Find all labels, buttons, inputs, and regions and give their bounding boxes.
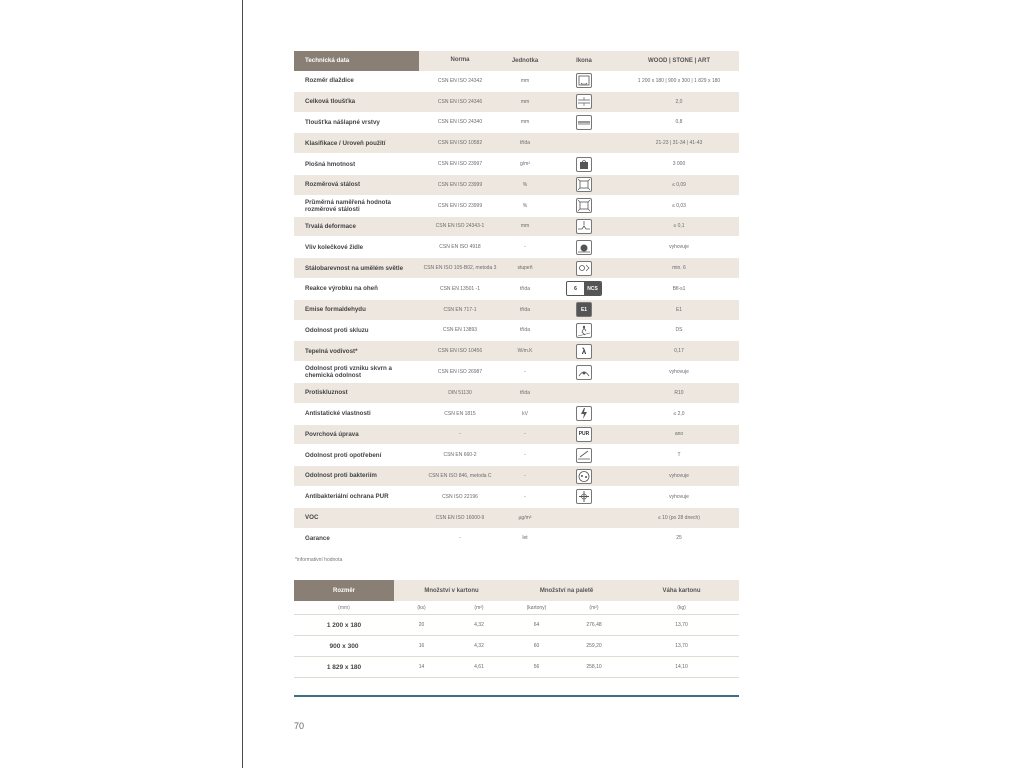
- header-qty-carton: Množství v kartonu: [424, 587, 479, 594]
- unit-cell: %: [522, 202, 528, 209]
- table-row: [294, 615, 739, 636]
- table-row: [294, 425, 739, 446]
- property-name: Tepelná vodivost*: [305, 347, 358, 355]
- property-name: Plošná hmotnost: [305, 160, 356, 168]
- header-technical-data: Technická data: [294, 51, 419, 71]
- unit-cell: třída: [519, 285, 530, 292]
- table-row: [294, 445, 739, 466]
- table-row: [294, 237, 739, 258]
- property-name: Reakce výrobku na oheň: [305, 285, 378, 293]
- header-size: Rozměr: [294, 580, 394, 601]
- weight-icon: [576, 157, 592, 172]
- unit-cell: mm: [520, 77, 530, 84]
- value-cell: ≤ 0,09: [672, 181, 686, 188]
- value-cell: 1 200 x 180 | 900 x 300 | 1 829 x 180: [637, 77, 721, 84]
- table-row: [294, 529, 739, 550]
- unit-cell: třída: [519, 306, 530, 313]
- unit-cell: -: [524, 473, 526, 480]
- value-cell: ≤ 0,1: [673, 223, 685, 230]
- norm-cell: ČSN EN ISO 16000-9: [435, 514, 485, 521]
- indentation-icon: [576, 219, 592, 234]
- header-norm: Norma: [450, 57, 470, 64]
- icon-cell: [549, 466, 619, 486]
- cartons-cell: 60: [533, 643, 540, 649]
- value-cell: DS: [675, 327, 683, 334]
- norm-cell: ČSN EN 13501 -1: [439, 285, 481, 292]
- unit-cell: µg/m³: [518, 514, 532, 521]
- icon-cell: [549, 529, 619, 549]
- icon-cell: [549, 362, 619, 382]
- value-cell: 25: [676, 535, 682, 542]
- page-margin-rule: [242, 0, 243, 768]
- value-cell: ≤ 2,0: [673, 410, 685, 417]
- carton-m2-cell: 4,32: [474, 643, 484, 649]
- dimensional-stability-icon: [576, 177, 592, 192]
- light-fastness-icon: [576, 261, 592, 276]
- icon-cell: [549, 404, 619, 424]
- norm-cell: -: [459, 535, 461, 542]
- table-row: [294, 657, 739, 678]
- norm-cell: ČSN EN 660-2: [443, 452, 477, 459]
- property-name: Odolnost proti skluzu: [305, 326, 369, 334]
- table-row: [294, 300, 739, 321]
- tile-size-icon: [576, 73, 592, 88]
- abrasion-icon: [576, 448, 592, 463]
- value-cell: ≤ 0,03: [672, 202, 686, 209]
- unit-cell: mm: [520, 98, 530, 105]
- thermal-conductivity-icon: λ: [576, 344, 592, 359]
- norm-cell: ČSN EN ISO 24340: [437, 119, 483, 126]
- norm-cell: ČSN EN ISO 24342: [437, 77, 483, 84]
- norm-cell: ČSN EN 13893: [442, 327, 478, 334]
- norm-cell: ČSN EN ISO 23997: [437, 161, 483, 168]
- weight-cell: 13,70: [675, 622, 688, 628]
- norm-cell: ČSN EN ISO 24346: [437, 98, 483, 105]
- norm-cell: ČSN EN 1815: [444, 410, 476, 417]
- table-row: [294, 341, 739, 362]
- unit-cell: W/m.K: [517, 348, 533, 355]
- property-name: Trvalá deformace: [305, 222, 356, 230]
- table-row: [294, 196, 739, 217]
- table-row: [294, 466, 739, 487]
- header-icon: Ikona: [576, 58, 592, 64]
- property-name: Stálobarevnost na umělém světle: [305, 264, 404, 272]
- table-row: [294, 636, 739, 657]
- icon-cell: [549, 487, 619, 507]
- value-cell: min. 6: [672, 265, 686, 272]
- property-name: Garance: [305, 534, 330, 542]
- property-name: Rozměr dlaždice: [305, 77, 354, 85]
- norm-cell: ČSN EN ISO 23999: [437, 202, 483, 209]
- unit-cartons: (kartony): [526, 604, 547, 611]
- table-row: [294, 508, 739, 529]
- unit-cell: -: [524, 369, 526, 376]
- pallet-m2-cell: 259,20: [586, 643, 602, 649]
- weight-cell: 14,10: [675, 664, 688, 670]
- page-number: 70: [294, 721, 305, 731]
- property-name: Tloušťka nášlapné vrstvy: [305, 118, 380, 126]
- unit-cell: třída: [519, 389, 530, 396]
- packaging-table: [294, 580, 739, 678]
- unit-m2: (m²): [474, 604, 484, 611]
- norm-cell: ČSN ISO 22196: [442, 493, 478, 500]
- icon-cell: [549, 175, 619, 195]
- norm-cell: ČSN EN ISO 10456: [437, 348, 483, 355]
- value-cell: T: [677, 452, 681, 459]
- icon-cell: [549, 133, 619, 153]
- unit-pallet-m2: (m²): [589, 604, 599, 611]
- icon-cell: [549, 113, 619, 133]
- value-cell: 3 000: [672, 161, 686, 168]
- table-row: [294, 321, 739, 342]
- total-thickness-icon: [576, 94, 592, 109]
- norm-cell: ČSN EN ISO 23999: [437, 181, 483, 188]
- size-cell: 1 829 x 180: [326, 663, 362, 671]
- icon-cell: [549, 341, 619, 361]
- technical-data-header: [294, 51, 739, 71]
- unit-cell: kV: [522, 410, 528, 417]
- property-name: Odolnost proti vzniku skvrn a chemická odolnost: [305, 364, 392, 380]
- technical-data-table: [294, 51, 739, 549]
- norm-cell: ČSN EN ISO 105-B02, metoda 3: [423, 265, 497, 272]
- unit-cell: třída: [519, 140, 530, 147]
- norm-cell: DIN 51130: [448, 389, 472, 396]
- fire-reaction-icon: [566, 281, 602, 296]
- header-qty-pallet: Množství na paletě: [539, 587, 594, 594]
- value-cell: ano: [674, 431, 684, 438]
- property-name: Odolnost proti opotřebení: [305, 451, 382, 459]
- header-value: WOOD | STONE | ART: [647, 58, 711, 64]
- fire-class-label: 6: [567, 282, 584, 295]
- table-row: [294, 487, 739, 508]
- norm-cell: ČSN EN ISO 24343-1: [435, 223, 485, 230]
- pur-icon: PUR: [576, 427, 592, 442]
- value-cell: Bfl-s1: [672, 285, 686, 292]
- weight-cell: 13,70: [675, 643, 688, 649]
- icon-cell: [549, 154, 619, 174]
- table-row: [294, 113, 739, 134]
- carton-m2-cell: 4,61: [474, 664, 484, 670]
- icon-cell: [549, 237, 619, 257]
- table-row: [294, 362, 739, 383]
- unit-cell: -: [524, 431, 526, 438]
- unit-cell: mm: [520, 223, 530, 230]
- table-row: [294, 279, 739, 300]
- icon-cell: [549, 258, 619, 278]
- table-row: [294, 154, 739, 175]
- norm-cell: ČSN EN ISO 846, metoda C: [428, 473, 492, 480]
- value-cell: vyhovuje: [669, 473, 689, 480]
- icon-cell: [549, 508, 619, 528]
- table-row: [294, 258, 739, 279]
- unit-cell: stupeň: [517, 265, 533, 272]
- value-cell: ≤ 10 (po 28 dnech): [658, 514, 700, 521]
- value-cell: 21-23 | 31-34 | 41-43: [655, 140, 703, 147]
- value-cell: E1: [675, 306, 683, 313]
- property-name: Antistatické vlastnosti: [305, 410, 371, 418]
- norm-cell: ČSN EN ISO 26987: [437, 369, 483, 376]
- antibacterial-icon: [576, 489, 592, 504]
- unit-cell: -: [524, 452, 526, 459]
- castor-chair-icon: [576, 240, 592, 255]
- table-row: [294, 92, 739, 113]
- pcs-cell: 16: [418, 643, 425, 649]
- property-name: Protiskluznost: [305, 389, 348, 397]
- icon-cell: [549, 92, 619, 112]
- property-name: Rozměrová stálost: [305, 181, 361, 189]
- value-cell: 0,17: [674, 348, 684, 355]
- bottom-accent-rule: [294, 695, 739, 697]
- technical-data-body: [294, 71, 739, 549]
- packaging-header: [294, 580, 739, 601]
- pcs-cell: 20: [418, 622, 425, 628]
- property-name: Emise formaldehydu: [305, 306, 366, 314]
- cartons-cell: 56: [533, 664, 540, 670]
- property-name: Klasifikace / Úroveň použití: [305, 139, 386, 147]
- pallet-m2-cell: 258,10: [586, 664, 602, 670]
- slip-resistance-icon: [576, 323, 592, 338]
- dimensional-average-icon: [576, 198, 592, 213]
- icon-cell: [549, 300, 619, 320]
- unit-mm: (mm): [338, 604, 350, 611]
- pcs-cell: 14: [418, 664, 425, 670]
- table-row: [294, 404, 739, 425]
- property-name: Vliv kolečkové židle: [305, 243, 364, 251]
- unit-pcs: (ks): [417, 604, 426, 611]
- unit-cell: let: [522, 535, 528, 542]
- size-cell: 900 x 300: [329, 642, 359, 650]
- pallet-m2-cell: 276,48: [586, 622, 602, 628]
- unit-cell: -: [524, 493, 526, 500]
- table-row: [294, 175, 739, 196]
- value-cell: vyhovuje: [669, 369, 689, 376]
- value-cell: vyhovuje: [669, 244, 689, 251]
- carton-m2-cell: 4,32: [474, 622, 484, 628]
- table-row: [294, 217, 739, 238]
- icon-cell: [549, 425, 619, 445]
- icon-cell: [549, 217, 619, 237]
- table-row: [294, 71, 739, 92]
- property-name: Antibakteriální ochrana PUR: [305, 493, 389, 501]
- packaging-body: [294, 615, 739, 678]
- value-cell: R10: [674, 389, 684, 396]
- header-carton-weight: Váha kartonu: [662, 587, 701, 594]
- norm-cell: ČSN EN ISO 10582: [437, 140, 483, 147]
- norm-cell: ČSN EN ISO 4918: [439, 244, 481, 251]
- norm-cell: ČSN EN 717-1: [443, 306, 477, 313]
- table-row: [294, 133, 739, 154]
- property-name: Povrchová úprava: [305, 430, 359, 438]
- property-name: Celková tloušťka: [305, 98, 356, 106]
- cartons-cell: 64: [533, 622, 540, 628]
- bacteria-icon: [576, 469, 592, 484]
- unit-cell: -: [524, 244, 526, 251]
- unit-cell: g/m²: [520, 161, 530, 168]
- value-cell: vyhovuje: [669, 493, 689, 500]
- icon-cell: [549, 71, 619, 91]
- formaldehyde-icon: E1: [576, 302, 592, 317]
- size-cell: 1 200 x 180: [326, 621, 362, 629]
- packaging-units-row: [294, 601, 739, 615]
- unit-cell: mm: [520, 119, 530, 126]
- norm-cell: -: [459, 431, 461, 438]
- icon-cell: [549, 383, 619, 403]
- unit-cell: třída: [519, 327, 530, 334]
- table-row: [294, 383, 739, 404]
- property-name: Průměrná naměřená hodnota rozměrové stálosti: [305, 198, 391, 213]
- property-name: VOC: [305, 514, 319, 522]
- header-unit: Jednotka: [511, 58, 539, 64]
- wear-layer-icon: [576, 115, 592, 130]
- antistatic-icon: [576, 406, 592, 421]
- icon-cell: [549, 445, 619, 465]
- property-name: Odolnost proti bakteriím: [305, 472, 377, 480]
- icon-cell: [549, 196, 619, 216]
- value-cell: 0,8: [675, 119, 683, 126]
- icon-cell: [549, 279, 619, 299]
- unit-kg: (kg): [677, 604, 686, 611]
- icon-cell: [549, 321, 619, 341]
- ncs-label: NCS: [584, 282, 601, 295]
- unit-cell: %: [522, 181, 528, 188]
- stain-resistance-icon: [576, 365, 592, 380]
- value-cell: 2,0: [675, 98, 683, 105]
- footnote: *informativní hodnota: [295, 557, 343, 563]
